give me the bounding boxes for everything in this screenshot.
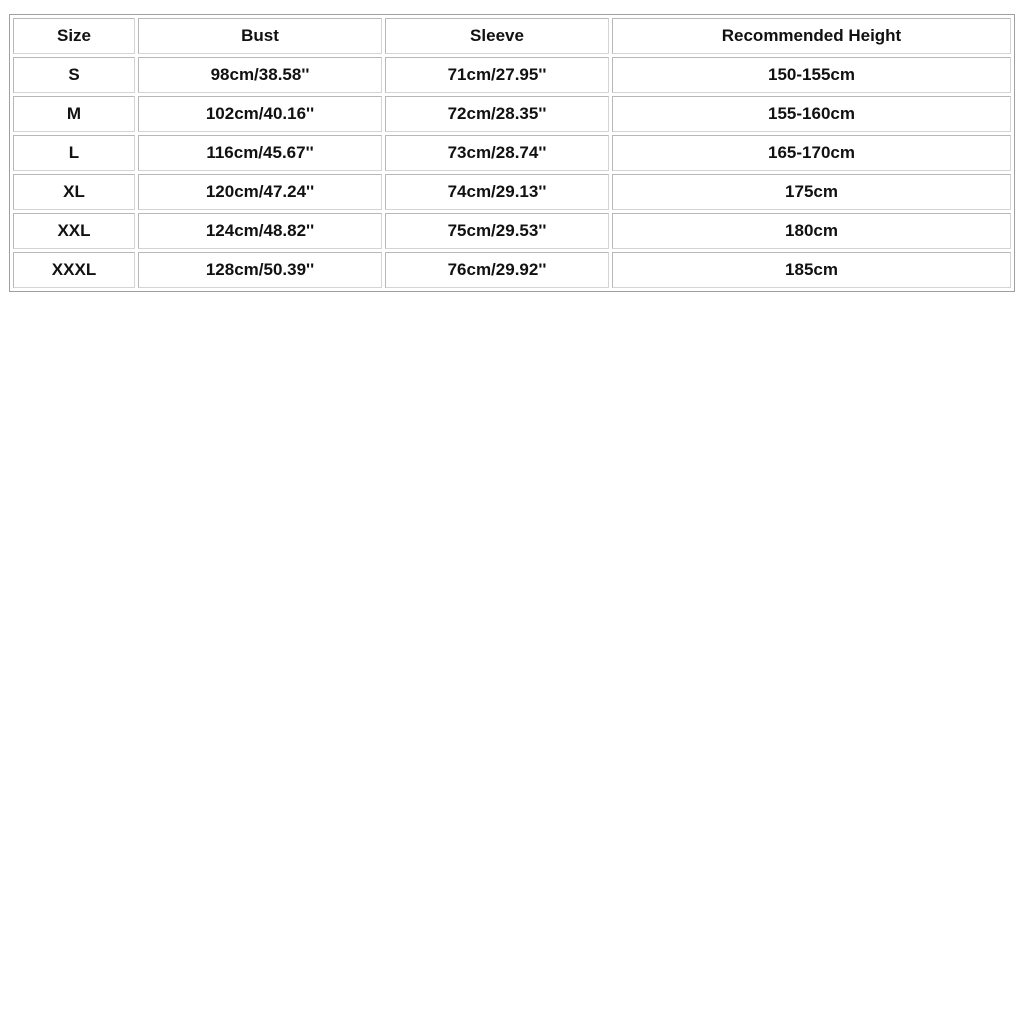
table-header-row <box>13 18 1011 54</box>
cell-bust: 116cm/45.67'' <box>138 135 382 171</box>
cell-recommended-height: 180cm <box>612 213 1011 249</box>
size-chart-table <box>9 14 1015 292</box>
table-row <box>13 57 1011 93</box>
cell-sleeve: 76cm/29.92'' <box>385 252 609 288</box>
cell-recommended-height: 175cm <box>612 174 1011 210</box>
header-bust: Bust <box>138 18 382 54</box>
cell-size: XXL <box>13 213 135 249</box>
cell-size: XL <box>13 174 135 210</box>
header-size: Size <box>13 18 135 54</box>
cell-sleeve: 72cm/28.35'' <box>385 96 609 132</box>
cell-bust: 98cm/38.58'' <box>138 57 382 93</box>
cell-size: L <box>13 135 135 171</box>
table-row <box>13 135 1011 171</box>
header-recommended-height: Recommended Height <box>612 18 1011 54</box>
table-row <box>13 213 1011 249</box>
cell-size: M <box>13 96 135 132</box>
cell-recommended-height: 185cm <box>612 252 1011 288</box>
header-sleeve: Sleeve <box>385 18 609 54</box>
cell-bust: 120cm/47.24'' <box>138 174 382 210</box>
cell-bust: 102cm/40.16'' <box>138 96 382 132</box>
cell-recommended-height: 165-170cm <box>612 135 1011 171</box>
cell-recommended-height: 155-160cm <box>612 96 1011 132</box>
table-row <box>13 174 1011 210</box>
cell-bust: 124cm/48.82'' <box>138 213 382 249</box>
table-row <box>13 252 1011 288</box>
cell-size: S <box>13 57 135 93</box>
cell-sleeve: 73cm/28.74'' <box>385 135 609 171</box>
table-row <box>13 96 1011 132</box>
cell-bust: 128cm/50.39'' <box>138 252 382 288</box>
cell-recommended-height: 150-155cm <box>612 57 1011 93</box>
cell-sleeve: 74cm/29.13'' <box>385 174 609 210</box>
cell-sleeve: 71cm/27.95'' <box>385 57 609 93</box>
cell-sleeve: 75cm/29.53'' <box>385 213 609 249</box>
cell-size: XXXL <box>13 252 135 288</box>
